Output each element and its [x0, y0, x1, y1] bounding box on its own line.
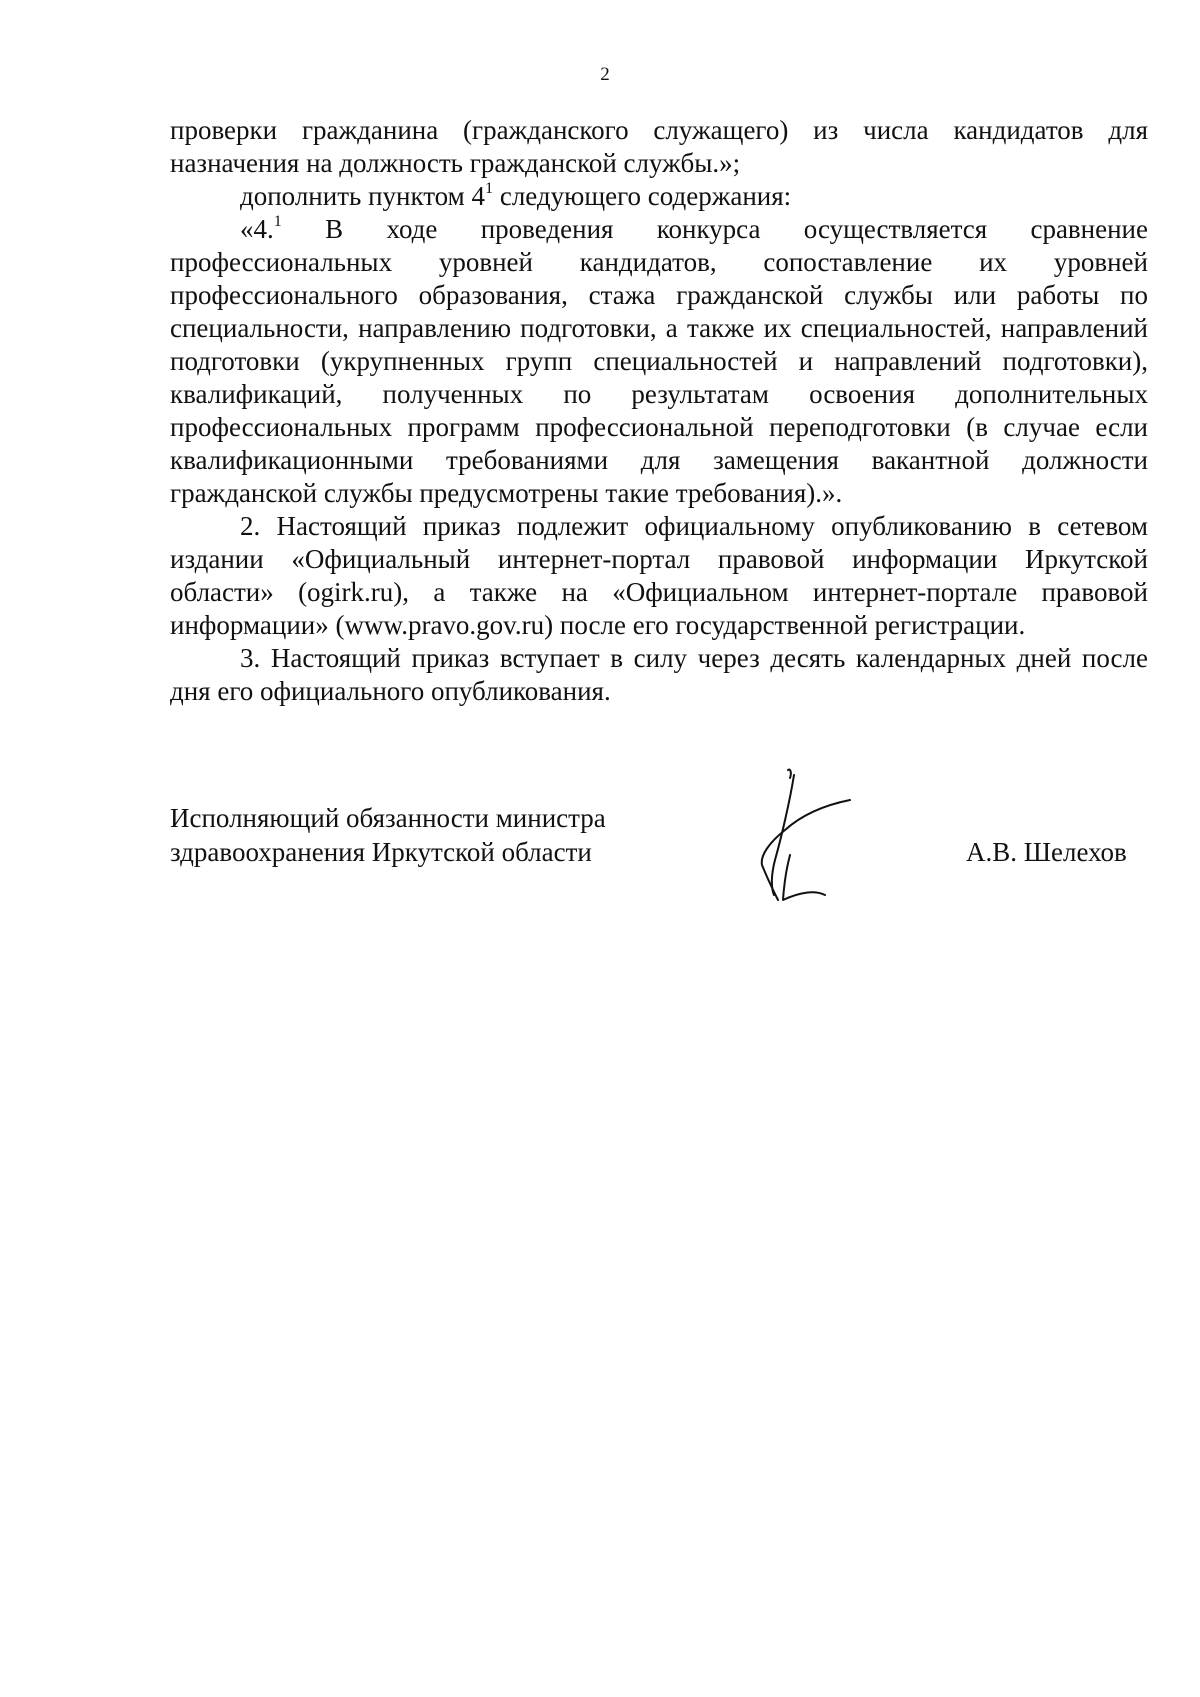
- signer-position-line-2: здравоохранения Иркутской области: [170, 837, 592, 867]
- amendment-intro-text: дополнить пунктом 4: [240, 181, 485, 211]
- paragraph-amendment-intro: [170, 180, 1148, 213]
- amendment-intro-text-end: следующего содержания:: [493, 181, 792, 211]
- paragraph-continuation: проверки гражданина (гражданского служащего) из числа кандидатов для назначения на должность гражданской службы.»;: [170, 115, 1148, 178]
- handwritten-signature: [750, 760, 890, 910]
- paragraph-publication: 2. Настоящий приказ подлежит официальному опубликованию в сетевом издании «Официальный интернет-портал правовой информации Иркутской области» (ogirk.ru), а также на «Официальном интернет-портале правовой информации» (www.pravo.gov.ru) после его государственной регистрации.: [170, 511, 1148, 640]
- superscript: 1: [485, 178, 494, 197]
- document-body: [170, 114, 1148, 708]
- superscript: 1: [273, 211, 282, 230]
- paragraph-effective-date: 3. Настоящий приказ вступает в силу через десять календарных дней после дня его официального опубликования.: [170, 643, 1148, 706]
- signer-position: [170, 801, 606, 869]
- page-number: 2: [600, 64, 610, 85]
- item-number: «4.: [240, 214, 274, 244]
- signer-name: А.В. Шелехов: [966, 837, 1127, 867]
- signer-position-line-1: Исполняющий обязанности министра: [170, 803, 606, 833]
- item-text: В ходе проведения конкурса осуществляется сравнение профессиональных уровней кандидатов, сопоставление их уровней профессионального образования, стажа гражданской службы или работы по специальности, направлению подготовки, а также их специальностей, направлений подготовки (укрупненных групп специальностей и направлений подготовки), квалификаций, полученных по результатам освоения дополнительных профессиональных программ профессиональной переподготовки (в случае если квалификационными требованиями для замещения вакантной должности гражданской службы предусмотрены такие требования).».: [170, 214, 1148, 508]
- signature-block: [170, 801, 1150, 921]
- paragraph-item-4-1: [170, 213, 1148, 510]
